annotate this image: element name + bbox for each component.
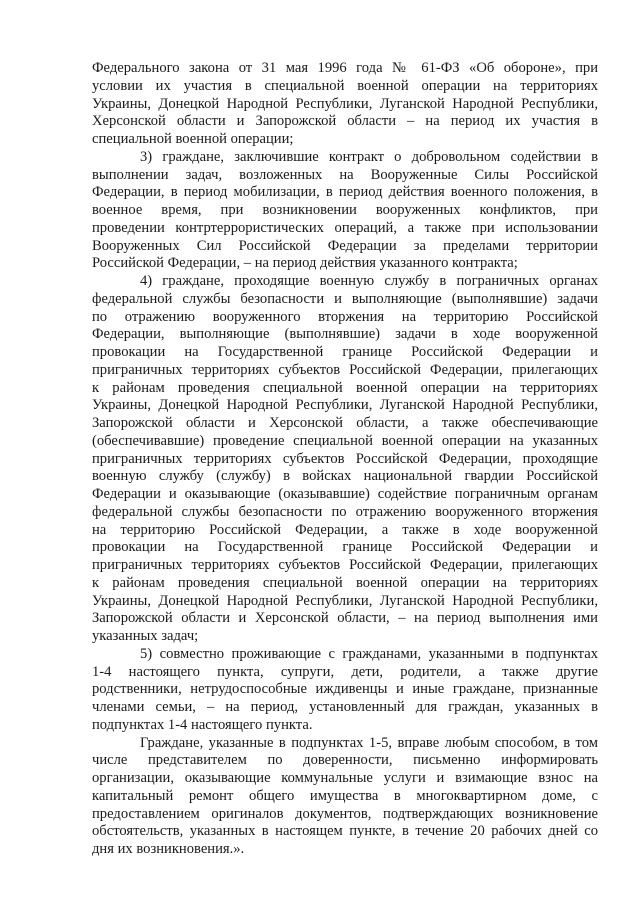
- text-line: подпунктах 1-4 настоящего пункта.: [92, 716, 313, 733]
- text-line: 4) граждане, проходящие военную службу в пограничных органах: [140, 273, 598, 289]
- text-line: членами семьи, – на период, установленный для граждан, указанных в: [92, 699, 598, 715]
- text-line: указанных задач;: [92, 628, 199, 644]
- text-line: Федерации, выполняющие (выполнявшие) задачи в ходе вооруженной: [92, 326, 598, 343]
- text-line: родственники, нетрудоспособные иждивенцы и иные граждане, признанные: [92, 681, 598, 698]
- text-line: Запорожской области и Херсонской области, – на период выполнения ими: [92, 610, 598, 627]
- text-line: Вооруженных Сил Российской Федерации за пределами территории: [92, 237, 598, 254]
- text-line: федеральной службы безопасности по отражению вооруженного вторжения: [92, 503, 598, 520]
- text-line: по отражению вооруженного вторжения на территорию Российской: [92, 308, 598, 325]
- text-line: специальной военной операции;: [92, 131, 294, 147]
- text-line: капитальный ремонт общего имущества в многоквартирном доме, с: [92, 787, 598, 804]
- text-line: Федерации и оказывающие (оказывавшие) содействие пограничным органам: [92, 486, 598, 502]
- text-line: проведении контртеррористических операций, а также при использовании: [92, 219, 598, 236]
- text-line: Херсонской области и Запорожской области – на период их участия в: [92, 113, 598, 130]
- text-line: к районам проведения специальной военной операции на территориях: [92, 574, 598, 591]
- text-line: обстоятельств, указанных в настоящем пункте, в течение 20 рабочих дней со: [92, 823, 598, 840]
- text-line: к районам проведения специальной военной операции на территориях: [92, 379, 598, 396]
- text-line: числе представителем по доверенности, письменно информировать: [92, 752, 598, 769]
- text-line: Запорожской области и Херсонской области, а также обеспечивающие: [92, 415, 598, 431]
- text-line: Федерального закона от 31 мая 1996 года № 61-ФЗ «Об обороне», при: [92, 60, 598, 76]
- text-line: 1-4 настоящего пункта, супруги, дети, родители, а также другие: [92, 663, 598, 680]
- text-line: организации, оказывающие коммунальные услуги и взимающие взнос на: [92, 770, 598, 786]
- document-page: [92, 60, 598, 859]
- text-line: Российской Федерации, – на период действия указанного контракта;: [92, 255, 518, 272]
- text-line: Украины, Донецкой Народной Республики, Луганской Народной Республики,: [92, 397, 598, 414]
- text-line: военное время, при возникновении вооруженных конфликтов, при: [92, 202, 598, 218]
- text-line: на территорию Российской Федерации, а также в ходе вооруженной: [92, 521, 598, 538]
- text-line: провокации на Государственной границе Российской Федерации и: [92, 344, 598, 360]
- text-line: 5) совместно проживающие с гражданами, указанными в подпунктах: [140, 645, 598, 662]
- text-line: Украины, Донецкой Народной Республики, Луганской Народной Республики,: [92, 95, 598, 112]
- text-line: военную службу (службу) в войсках национальной гвардии Российской: [92, 468, 598, 485]
- text-line: Федерации, в период мобилизации, в период действия военного положения, в: [92, 184, 598, 201]
- text-line: провокации на Государственной границе Российской Федерации и: [92, 539, 598, 556]
- text-line: приграничных территориях субъектов Российской Федерации, проходящие: [92, 450, 598, 467]
- text-line: выполнении задач, возложенных на Вооруженные Силы Российской: [92, 166, 598, 183]
- text-line: Украины, Донецкой Народной Республики, Луганской Народной Республики,: [92, 592, 598, 609]
- text-line: Граждане, указанные в подпунктах 1-5, вправе любым способом, в том: [140, 734, 598, 751]
- text-line: федеральной службы безопасности и выполняющие (выполнявшие) задачи: [92, 290, 598, 307]
- text-line: дня их возникновения.».: [92, 841, 245, 857]
- text-line: приграничных территориях субъектов Российской Федерации, прилегающих: [92, 361, 598, 378]
- text-line: условии их участия в специальной военной операции на территориях: [92, 77, 598, 94]
- text-line: приграничных территориях субъектов Российской Федерации, прилегающих: [92, 557, 598, 573]
- text-line: 3) граждане, заключившие контракт о добровольном содействии в: [140, 148, 598, 165]
- text-line: предоставлением оригиналов документов, подтверждающих возникновение: [92, 805, 598, 822]
- text-line: (обеспечивавшие) проведение специальной военной операции на указанных: [92, 432, 598, 449]
